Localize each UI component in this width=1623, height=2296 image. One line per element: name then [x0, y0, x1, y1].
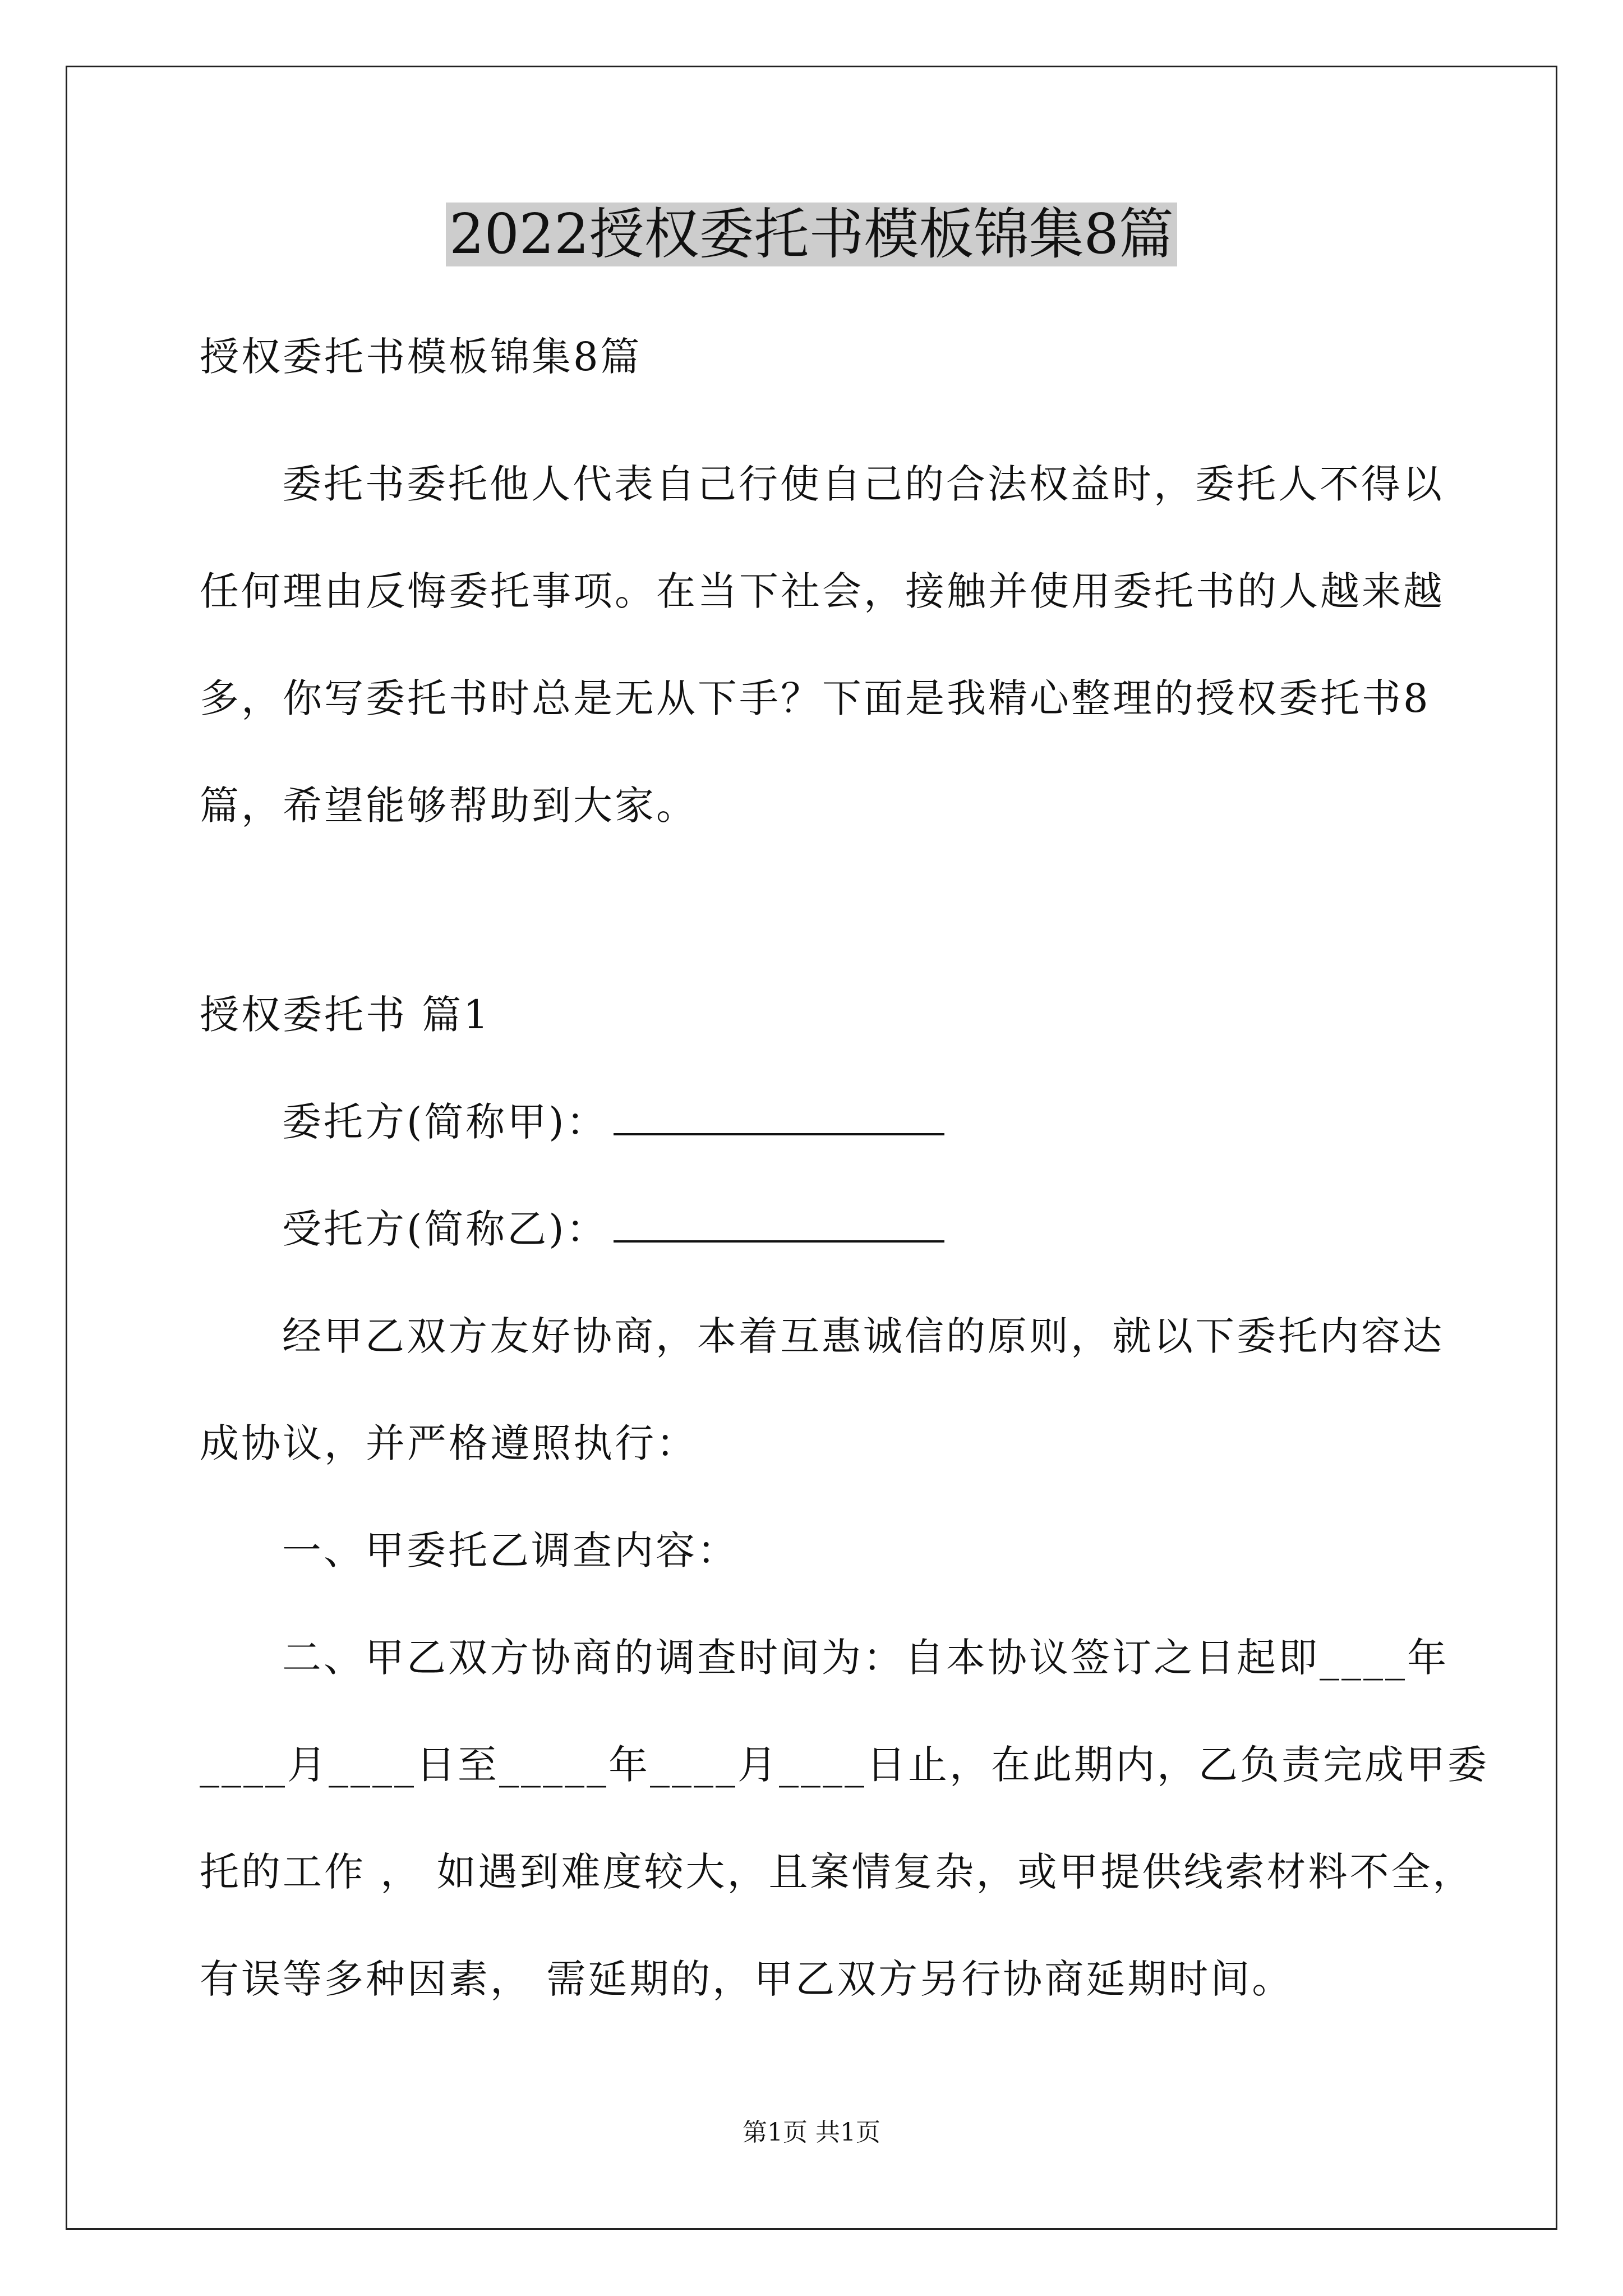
item-two-line: 二、甲乙双方协商的调查时间为：自本协议签订之日起即____年 — [282, 1635, 1449, 1681]
party-a-blank — [614, 1099, 944, 1135]
document-subtitle: 授权委托书模板锦集8篇 — [200, 334, 642, 380]
party-a-line — [282, 1095, 944, 1149]
item-two-line: ____月____日至_____年____月____日止，在此期内，乙负责完成甲委 — [200, 1742, 1489, 1788]
item-one: 一、甲委托乙调查内容： — [282, 1527, 739, 1573]
page-footer: 第1页 共1页 — [743, 2118, 880, 2147]
agreement-line: 经甲乙双方友好协商，本着互惠诚信的原则，就以下委托内容达 — [282, 1313, 1444, 1359]
intro-line: 篇，希望能够帮助到大家。 — [200, 783, 698, 829]
agreement-line: 成协议，并严格遵照执行： — [200, 1420, 698, 1466]
intro-line: 任何理由反悔委托事项。在当下社会，接触并使用委托书的人越来越 — [200, 568, 1445, 614]
party-a-label: 委托方(简称甲)： — [282, 1099, 608, 1145]
intro-line: 委托书委托他人代表自己行使自己的合法权益时，委托人不得以 — [282, 461, 1444, 507]
party-b-line — [282, 1202, 944, 1256]
item-two-line: 托的工作 ， 如遇到难度较大，且案情复杂，或甲提供线索材料不全， — [200, 1849, 1474, 1895]
party-b-label: 受托方(简称乙)： — [282, 1206, 608, 1252]
item-two-line: 有误等多种因素， 需延期的，甲乙双方另行协商延期时间。 — [200, 1956, 1294, 2002]
intro-line: 多，你写委托书时总是无从下手？下面是我精心整理的授权委托书8 — [200, 675, 1431, 721]
section-heading: 授权委托书 篇1 — [200, 992, 491, 1038]
party-b-blank — [614, 1207, 944, 1243]
document-title: 2022授权委托书模板锦集8篇 — [0, 192, 1623, 277]
